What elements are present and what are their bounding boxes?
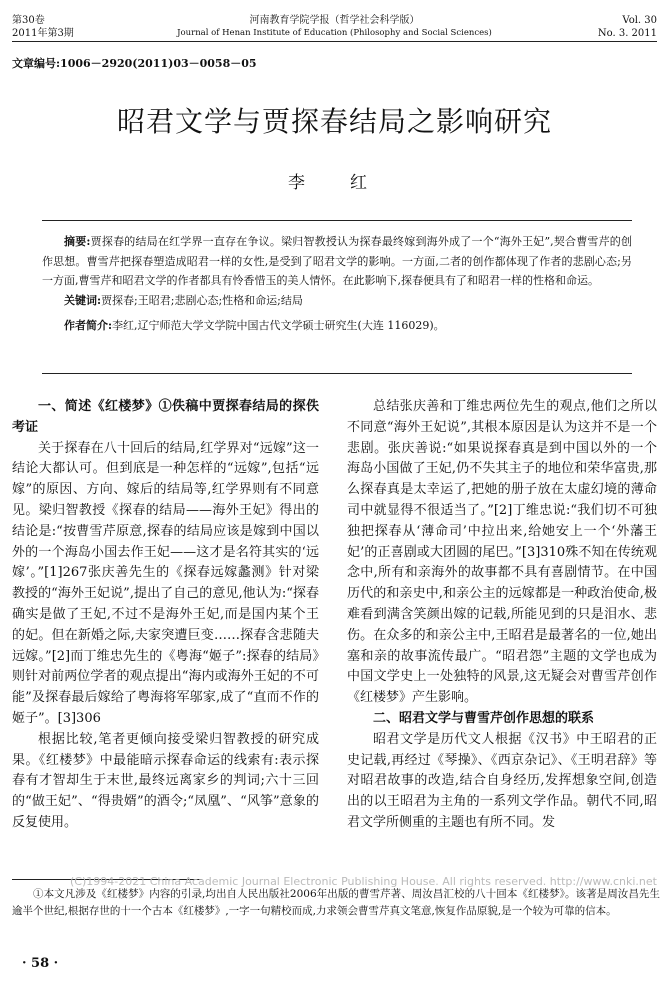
abstract: [42, 232, 632, 291]
header-issue-en: No. 3. 2011: [597, 28, 657, 39]
header-rule: [12, 41, 657, 42]
header-journal: [140, 14, 529, 40]
header-volume-en: [598, 14, 657, 40]
abstract-label: 摘要:: [64, 235, 91, 248]
footnote: [12, 886, 660, 920]
author-bio-label: 作者简介:: [64, 319, 113, 332]
keywords: [42, 291, 632, 311]
copyright-watermark: (C)1994-2021 China Academic Journal Electronic Publishing House. All rights reserved. http://www.cnki.net: [70, 875, 657, 888]
header-vol-en: Vol. 30: [622, 15, 657, 26]
section-heading-2: 二、昭君文学与曹雪芹创作思想的联系: [373, 710, 595, 726]
page-number: · 58 ·: [22, 956, 59, 971]
article-author: 李 红: [288, 173, 381, 193]
header-vol-cn: 第30卷: [12, 15, 45, 26]
header-volume: [12, 14, 74, 40]
keywords-text: 贾探春;王昭君;悲剧心态;性格和命运;结局: [101, 293, 303, 307]
abstract-text: 贾探春的结局在红学界一直存在争议。梁归智教授认为探春最终嫁到海外成了一个“海外王妃”,契合曹雪芹的创作思想。曹雪芹把探春塑造成昭君一样的女性,是受到了昭君文学的影响。一方面,二者的创作都体现了作者的悲剧心态;另一方面,曹雪芹和昭君文学的作者都具有怜香惜玉的美人情怀。在此影响下,探春便具有了和昭君一样的性格和命运。: [42, 235, 632, 287]
abstract-block: [42, 232, 632, 336]
abstract-bottom-rule: [42, 373, 632, 374]
article-number: 文章编号:1006－2920(2011)03－0058－05: [12, 57, 257, 70]
header-issue-cn: 2011年第3期: [12, 28, 74, 39]
body-paragraph: 昭君文学是历代文人根据《汉书》中王昭君的正史记载,再经过《琴操》、《西京杂记》、《王明君辞》等对昭君故事的改造,结合自身经历,发挥想象空间,创造出的以王昭君为主角的一系列文学作品。朝代不同,昭君文学所侧重的主题也有所不同。发: [347, 731, 657, 830]
keywords-label: 关键词:: [64, 293, 102, 307]
author-bio-text: 李红,辽宁师范大学文学院中国古代文学硕士研究生(大连 116029)。: [112, 319, 445, 332]
left-column: [12, 397, 319, 834]
footnote-text: ①本文凡涉及《红楼梦》内容的引录,均出自人民出版社2006年出版的曹雪芹著、周汝昌汇校的八十回本《红楼梦》。该著是周汝昌先生逾半个世纪,根据存世的十一个古本《红楼梦》,一字一句精校而成,力求领会曹雪芹真文笔意,恢复作品原貌,是一个较为可靠的信本。: [12, 888, 660, 917]
body-paragraph: 总结张庆善和丁维忠两位先生的观点,他们之所以不同意“海外王妃说”,其根本原因是认为这并不是一个悲剧。张庆善说:“如果说探春真是到中国以外的一个海岛小国做了王妃,仍不失其主子的地位和荣华富贵,那么探春真是太幸运了,把她的册子放在太虚幻境的薄命司中就显得不很适当了。”[2]丁维忠说:“我们切不可独独把探春从‘薄命司’中拉出来,给她安上一个‘外藩王妃’的正喜剧或大团圆的尾巴。”[3]310殊不知在传统观念中,所有和亲海外的故事都不具有喜剧情节。在中国历代的和亲史中,和亲公主的远嫁都是一种政治使命,极难看到满含笑颜出嫁的记载,所能见到的只是泪水、悲伤。在众多的和亲公主中,王昭君是最著名的一位,她出塞和亲的故事流传最广。“昭君怨”主题的文学也成为中国文学史上一处独特的风景,这无疑会对曹雪芹创作《红楼梦》产生影响。: [347, 399, 657, 706]
abstract-top-rule: [42, 220, 632, 221]
body-paragraph: 根据比较,笔者更倾向接受梁归智教授的研究成果。《红楼梦》中最能暗示探春命运的线索有:表示探春有才智却生于末世,最终远离家乡的判词;六十三回的“做王妃”、“得贵婿”的酒令;“凤凰”、“风筝”意象的反复使用。: [12, 731, 319, 830]
header-journal-en: Journal of Henan Institute of Education (Philosophy and Social Sciences): [177, 28, 492, 38]
author-bio: [42, 316, 632, 336]
body-paragraph: 关于探春在八十回后的结局,红学界对“远嫁”这一结论大都认可。但到底是一种怎样的“远嫁”,包括“远嫁”的原因、方向、嫁后的结局等,红学界则有不同意见。梁归智教授《探春的结局——海外王妃》得出的结论是:“按曹雪芹原意,探春的结局应该是嫁到中国以外的一个海岛小国去作王妃——这才是名符其实的‘远嫁’。”[1]267张庆善先生的《探春远嫁蠡测》针对梁教授的“海外王妃说”,提出了自己的意见,他认为:“探春确实是做了王妃,不过不是海外王妃,而是国内某个王的妃。但在新婚之际,夫家突遭巨变……探春含悲随夫远嫁。”[2]而丁维忠先生的《粤海“姬子”:探春的结局》则针对前两位学者的观点提出“海内或海外王妃的不可能”及探春最后嫁给了粤海将军邬家,成了“直而不作的姬子”。[3]306: [12, 440, 319, 726]
article-title: 昭君文学与贾探春结局之影响研究: [116, 105, 552, 138]
section-heading-1: 一、简述《红楼梦》①佚稿中贾探春结局的探佚考证: [12, 399, 319, 435]
header-journal-cn: 河南教育学院学报（哲学社会科学版）: [249, 15, 420, 26]
right-column: [347, 397, 657, 834]
